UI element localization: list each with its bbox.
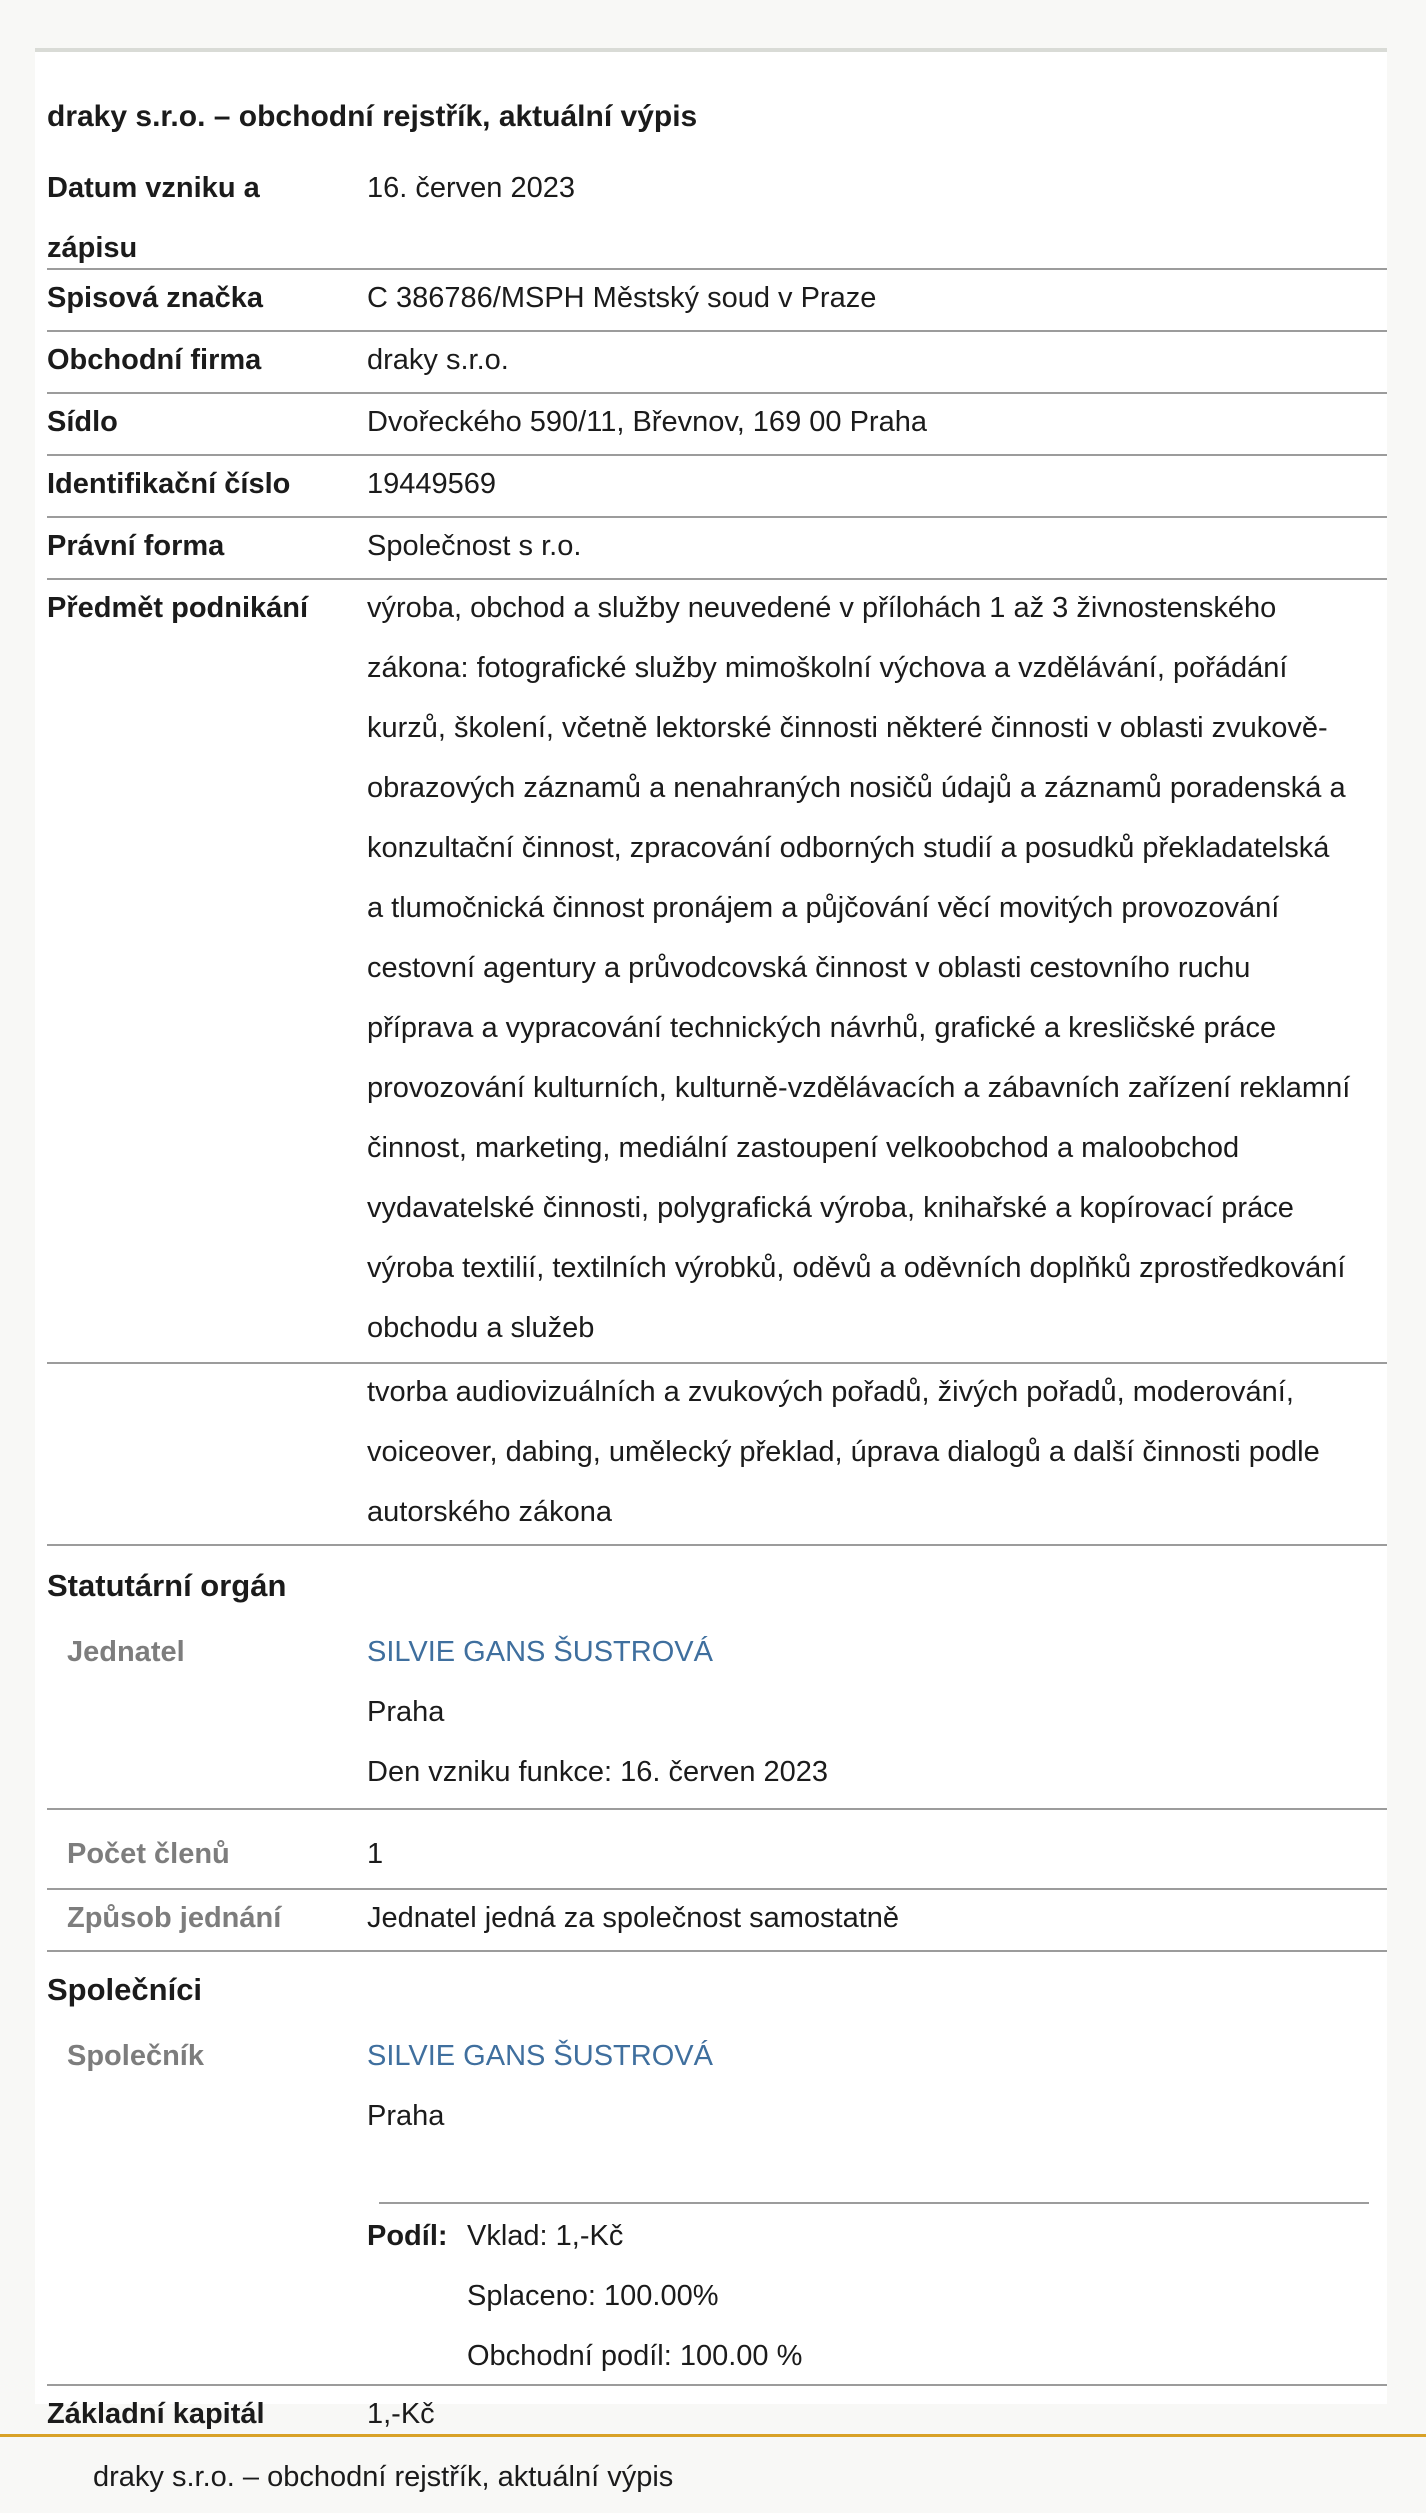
footer-bar bbox=[0, 2434, 1426, 2513]
podil-details bbox=[467, 2206, 802, 2386]
podil-vklad: Vklad: 1,-Kč bbox=[467, 2220, 624, 2252]
row-obchodni-firma bbox=[47, 330, 1387, 394]
row-pravni-forma bbox=[47, 516, 1387, 580]
predmet-line: kurzů, školení, včetně lektorské činnosti některé činnosti v oblasti zvukově- bbox=[367, 712, 1328, 744]
value-predmet-podnikani bbox=[367, 578, 1387, 1358]
value-identifikacni-cislo: 19449569 bbox=[367, 468, 497, 500]
label-predmet-podnikani: Předmět podnikání bbox=[47, 592, 309, 624]
label-pravni-forma: Právní forma bbox=[47, 530, 225, 562]
value-spolecnik bbox=[367, 2026, 1387, 2146]
value-jednatel bbox=[367, 1622, 1387, 1802]
predmet-line: příprava a vypracování technických návrhů, grafické a kresličské práce bbox=[367, 1012, 1277, 1044]
row-identifikacni-cislo bbox=[47, 454, 1387, 518]
row-sidlo bbox=[47, 392, 1387, 456]
row-spisova-znacka bbox=[47, 268, 1387, 332]
predmet-line: obchodu a služeb bbox=[367, 1312, 595, 1344]
row-zpusob-jednani bbox=[47, 1888, 1387, 1952]
label-jednatel: Jednatel bbox=[67, 1636, 185, 1668]
spolecnik-city: Praha bbox=[367, 2100, 445, 2132]
predmet-line: konzultační činnost, zpracování odborných studií a posudků překladatelská bbox=[367, 832, 1330, 864]
jednatel-since: Den vzniku funkce: 16. červen 2023 bbox=[367, 1756, 829, 1788]
podil-obchodni: Obchodní podíl: 100.00 % bbox=[467, 2340, 803, 2372]
predmet-line: výroba, obchod a služby neuvedené v přílohách 1 až 3 živnostenského bbox=[367, 592, 1277, 624]
podil-splaceno: Splaceno: 100.00% bbox=[467, 2280, 719, 2312]
predmet-line: provozování kulturních, kulturně-vzdělávacích a zábavních zařízení reklamní bbox=[367, 1072, 1351, 1104]
label-obchodni-firma: Obchodní firma bbox=[47, 344, 262, 376]
label-spisova-znacka: Spisová značka bbox=[47, 282, 263, 314]
value-spisova-znacka: C 386786/MSPH Městský soud v Praze bbox=[367, 282, 877, 314]
label-datum-vzniku bbox=[47, 158, 347, 278]
value-sidlo: Dvořeckého 590/11, Břevnov, 169 00 Praha bbox=[367, 406, 927, 438]
podil-divider bbox=[379, 2202, 1369, 2204]
predmet-line: a tlumočnická činnost pronájem a půjčování věcí movitých provozování bbox=[367, 892, 1280, 924]
jednatel-city: Praha bbox=[367, 1696, 445, 1728]
section-statutarni-organ: Statutární orgán bbox=[47, 1568, 287, 1603]
value-datum-vzniku: 16. červen 2023 bbox=[367, 172, 575, 204]
label-zpusob-jednani: Způsob jednání bbox=[67, 1902, 282, 1934]
label-spolecnik: Společník bbox=[67, 2040, 204, 2072]
value-zakladni-kapital: 1,-Kč bbox=[367, 2398, 435, 2430]
row-predmet-podnikani bbox=[47, 578, 1387, 1364]
label-identifikacni-cislo: Identifikační číslo bbox=[47, 468, 291, 500]
row-pocet-clenu bbox=[47, 1808, 1387, 1890]
label-datum-line2: zápisu bbox=[47, 232, 138, 264]
value-predmet-podnikani-2 bbox=[367, 1362, 1387, 1542]
row-predmet-podnikani-2 bbox=[47, 1362, 1387, 1546]
row-spolecnik bbox=[47, 2016, 1387, 2386]
label-datum-line1: Datum vzniku a bbox=[47, 172, 260, 204]
value-obchodni-firma: draky s.r.o. bbox=[367, 344, 509, 376]
label-pocet-clenu: Počet členů bbox=[67, 1838, 230, 1870]
footer-title: draky s.r.o. – obchodní rejstřík, aktuální výpis bbox=[93, 2461, 674, 2493]
predmet-line: vydavatelské činnosti, polygrafická výroba, knihařské a kopírovací práce bbox=[367, 1192, 1294, 1224]
value-pocet-clenu: 1 bbox=[367, 1838, 384, 1870]
podil-label: Podíl: bbox=[367, 2220, 448, 2252]
label-zakladni-kapital: Základní kapitál bbox=[47, 2398, 265, 2430]
value-pravni-forma: Společnost s r.o. bbox=[367, 530, 582, 562]
predmet-line: tvorba audiovizuálních a zvukových pořadů, živých pořadů, moderování, bbox=[367, 1376, 1294, 1408]
jednatel-name-link[interactable]: SILVIE GANS ŠUSTROVÁ bbox=[367, 1636, 713, 1668]
predmet-line: voiceover, dabing, umělecký překlad, úprava dialogů a další činnosti podle bbox=[367, 1436, 1320, 1468]
page-title: draky s.r.o. – obchodní rejstřík, aktuální výpis bbox=[47, 100, 698, 133]
predmet-line: autorského zákona bbox=[367, 1496, 613, 1528]
row-jednatel bbox=[47, 1612, 1387, 1810]
predmet-line: obrazových záznamů a nenahraných nosičů údajů a záznamů poradenská a bbox=[367, 772, 1346, 804]
predmet-line: cestovní agentury a průvodcovská činnost v oblasti cestovního ruchu bbox=[367, 952, 1251, 984]
predmet-line: výroba textilií, textilních výrobků, oděvů a oděvních doplňků zprostředkování bbox=[367, 1252, 1346, 1284]
label-sidlo: Sídlo bbox=[47, 406, 118, 438]
extract-card bbox=[35, 48, 1387, 2430]
row-datum-vzniku bbox=[47, 144, 1387, 270]
section-spolecnici: Společníci bbox=[47, 1972, 203, 2007]
predmet-line: zákona: fotografické služby mimoškolní výchova a vzdělávání, pořádání bbox=[367, 652, 1288, 684]
spolecnik-name-link[interactable]: SILVIE GANS ŠUSTROVÁ bbox=[367, 2040, 713, 2072]
predmet-line: činnost, marketing, mediální zastoupení velkoobchod a maloobchod bbox=[367, 1132, 1240, 1164]
value-zpusob-jednani: Jednatel jedná za společnost samostatně bbox=[367, 1902, 900, 1934]
